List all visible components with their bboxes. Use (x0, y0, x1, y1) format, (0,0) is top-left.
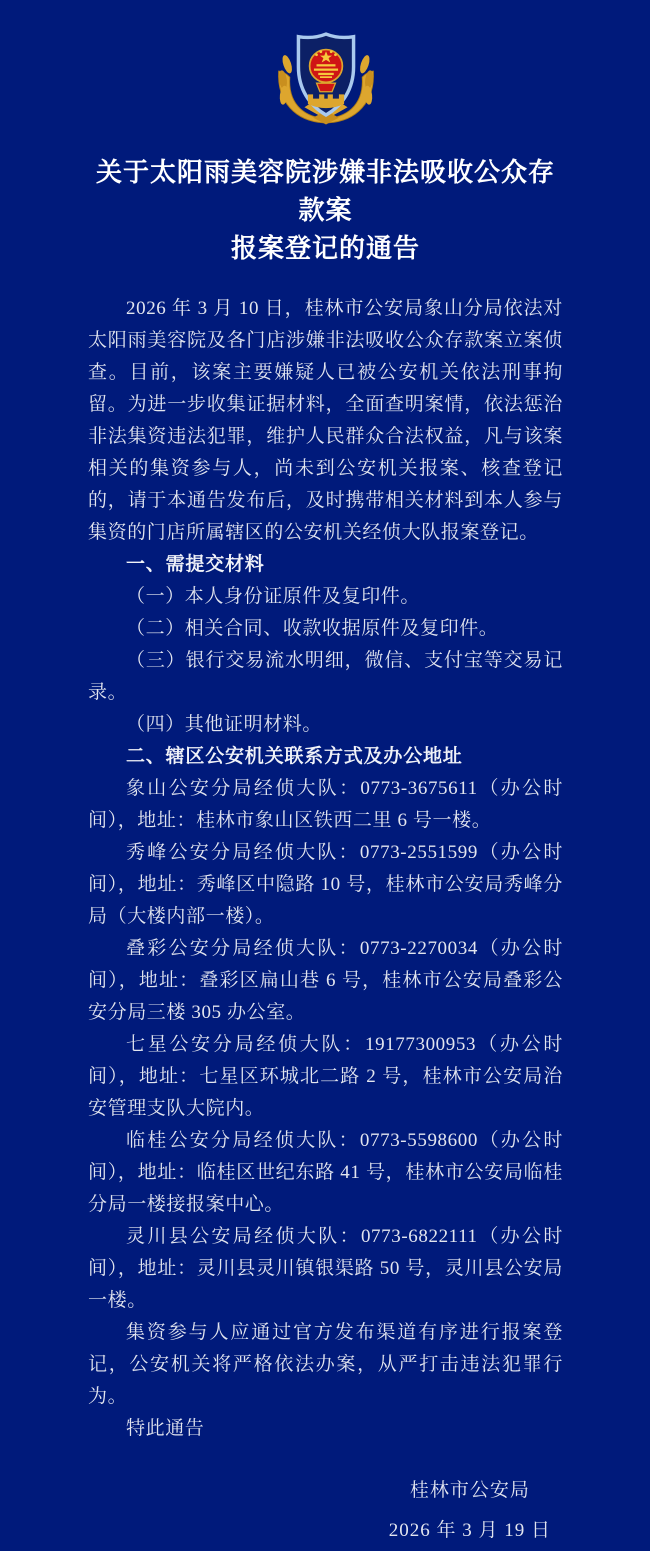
intro-paragraph: 2026 年 3 月 10 日，桂林市公安局象山分局依法对太阳雨美容院及各门店涉嫌非法吸收公众存款案立案侦查。目前，该案主要嫌疑人已被公安机关依法刑事拘留。为进一步收集证据材料，全面查明案情，依法惩治非法集资违法犯罪，维护人民群众合法权益，凡与该案相关的集资参与人，尚未到公安机关报案、核查登记的，请于本通告发布后，及时携带相关材料到本人参与集资的门店所属辖区的公安机关经侦大队报案登记。 (88, 298, 563, 543)
bureau-contact-paragraph: 象山公安分局经侦大队：0773-3675611（办公时间），地址：桂林市象山区铁西二里 6 号一楼。 (88, 778, 563, 831)
section1-item: （一）本人身份证原件及复印件。 (126, 586, 421, 607)
section1-heading: 一、需提交材料 (126, 554, 265, 575)
notice-end: 特此通告 (126, 1418, 205, 1439)
section2-heading: 二、辖区公安机关联系方式及办公地址 (126, 746, 463, 767)
emblem-container (88, 26, 563, 135)
bureau-contact-paragraph: 七星公安分局经侦大队：19177300953（办公时间），地址：七星区环城北二路 2 号，桂林市公安局治安管理支队大院内。 (88, 1034, 563, 1119)
notice-body (88, 293, 563, 1445)
bureau-contact-paragraph: 灵川县公安局经侦大队：0773-6822111（办公时间），地址：灵川县灵川镇银渠路 50 号，灵川县公安局一楼。 (88, 1226, 563, 1311)
notice-title-line1: 关于太阳雨美容院涉嫌非法吸收公众存款案 (95, 157, 555, 225)
notice-title-line2: 报案登记的通告 (230, 233, 420, 263)
bureau-contact-paragraph: 叠彩公安分局经侦大队：0773-2270034（办公时间），地址：叠彩区扁山巷 6 号，桂林市公安局叠彩公安分局三楼 305 办公室。 (88, 938, 563, 1023)
signature-block (389, 1471, 551, 1551)
signature-date: 2026 年 3 月 19 日 (388, 1520, 551, 1541)
closing-paragraph: 集资参与人应通过官方发布渠道有序进行报案登记，公安机关将严格依法办案，从严打击违法犯罪行为。 (88, 1322, 563, 1407)
bureau-contact-paragraph: 秀峰公安分局经侦大队：0773-2551599（办公时间），地址：秀峰区中隐路 10 号，桂林市公安局秀峰分局（大楼内部一楼）。 (88, 842, 563, 927)
section1-item: （二）相关合同、收款收据原件及复印件。 (126, 618, 499, 639)
signature-issuer: 桂林市公安局 (409, 1480, 530, 1501)
section1-item: （四）其他证明材料。 (126, 714, 323, 735)
section1-item: （三）银行交易流水明细，微信、支付宝等交易记录。 (88, 650, 563, 703)
police-badge-icon (270, 26, 382, 130)
bureau-contact-paragraph: 临桂公安分局经侦大队：0773-5598600（办公时间），地址：临桂区世纪东路 41 号，桂林市公安局临桂分局一楼接报案中心。 (88, 1130, 563, 1215)
notice-title (88, 153, 563, 267)
